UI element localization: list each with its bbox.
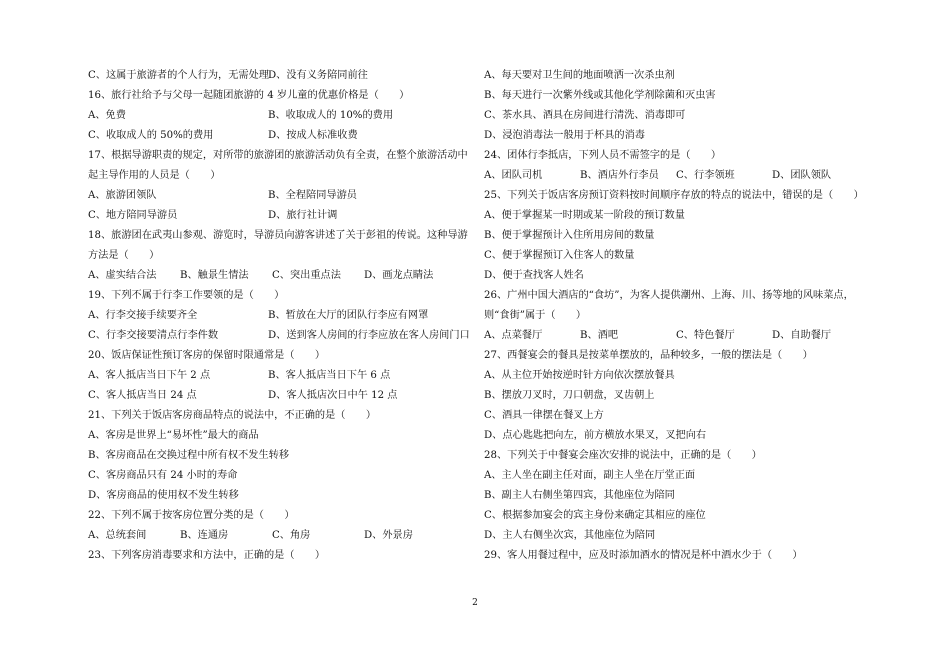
right-column	[484, 66, 874, 566]
left-column	[88, 66, 468, 566]
text-line: D、浸泡消毒法一般用于杯具的消毒	[484, 130, 645, 141]
answer-option: B、酒店外行李员	[580, 170, 659, 181]
answer-option: A、总统套间	[88, 530, 147, 541]
options-line	[88, 126, 468, 146]
answer-option: A、团队司机	[484, 170, 543, 181]
text-line: D、主人右侧坐次宾，其他座位为陪同	[484, 530, 656, 541]
options-line	[88, 206, 468, 226]
answer-option: C、角房	[272, 530, 311, 541]
text-line: C、客房商品只有 24 小时的寿命	[88, 470, 238, 481]
answer-option: A、行李交接手续要齐全	[88, 310, 198, 321]
answer-option: C、地方陪同导游员	[88, 210, 178, 221]
options-line	[88, 186, 468, 206]
options-line	[88, 266, 468, 286]
text-line: A、从主位开始按逆时针方向依次摆放餐具	[484, 370, 675, 381]
answer-option: C、这属于旅游者的个人行为，无需处理	[88, 70, 269, 81]
text-line: B、摆放刀叉时，刀口朝盘，叉齿朝上	[484, 390, 655, 401]
answer-option: D、送到客人房间的行李应放在客人房间门口	[268, 330, 470, 341]
answer-option: D、团队领队	[772, 170, 832, 181]
text-line: B、每天进行一次紫外线或其他化学剂除菌和灭虫害	[484, 90, 716, 101]
text-line: C、便于掌握预订入住客人的数量	[484, 250, 635, 261]
answer-option: C、收取成人的 50%的费用	[88, 130, 214, 141]
text-line: A、主人坐在副主任对面，副主人坐在厅堂正面	[484, 470, 696, 481]
text-line: A、客房是世界上“易坏性”最大的商品	[88, 430, 259, 441]
text-line: 17、根据导游职责的规定，对所带的旅游团的旅游活动负有全责，在整个旅游活动中	[88, 150, 468, 161]
options-line	[88, 386, 468, 406]
answer-option: B、收取成人的 10%的费用	[268, 110, 394, 121]
options-line	[88, 306, 468, 326]
text-line: 25、下列关于饭店客房预订资料按时间顺序存放的特点的说法中，错误的是（ ）	[484, 190, 864, 201]
options-line	[88, 366, 468, 386]
text-line: 起主导作用的人员是（ ）	[88, 170, 221, 181]
answer-option: D、客人抵店次日中午 12 点	[268, 390, 398, 401]
text-line: 则“食街”属于（ ）	[484, 310, 587, 321]
answer-option: C、行李交接要清点行李件数	[88, 330, 219, 341]
text-line: 21、下列关于饭店客房商品特点的说法中，不正确的是（ ）	[88, 410, 377, 421]
answer-option: B、连通房	[180, 530, 229, 541]
text-line: C、根据参加宴会的宾主身份来确定其相应的座位	[484, 510, 706, 521]
text-line: B、副主人右侧坐第四宾，其他座位为陪同	[484, 490, 675, 501]
answer-option: B、客人抵店当日下午 6 点	[268, 370, 391, 381]
answer-option: B、触景生情法	[180, 270, 249, 281]
answer-option: D、没有义务陪同前往	[268, 70, 368, 81]
answer-option: B、全程陪同导游员	[268, 190, 357, 201]
answer-option: C、特色餐厅	[676, 330, 735, 341]
text-line: B、客房商品在交换过程中所有权不发生转移	[88, 450, 290, 461]
answer-option: B、暂放在大厅的团队行李应有网罩	[268, 310, 429, 321]
answer-option: C、行李领班	[676, 170, 735, 181]
options-line	[484, 166, 874, 186]
text-line: 27、西餐宴会的餐具是按菜单摆放的，品种较多，一般的摆法是（ ）	[484, 350, 813, 361]
options-line	[88, 326, 468, 346]
text-line: C、酒具一律摆在餐叉上方	[484, 410, 604, 421]
text-line: 24、团体行李抵店，下列人员不需签字的是（ ）	[484, 150, 722, 161]
options-line	[88, 66, 468, 86]
text-line: 18、旅游团在武夷山参观、游览时，导游员向游客讲述了关于彭祖的传说。这种导游	[88, 230, 468, 241]
options-line	[88, 106, 468, 126]
answer-option: D、画龙点睛法	[364, 270, 434, 281]
answer-option: A、旅游团领队	[88, 190, 157, 201]
answer-option: D、按成人标准收费	[268, 130, 358, 141]
text-line: 29、客人用餐过程中，应及时添加酒水的情况是杯中酒水少于（ ）	[484, 550, 803, 561]
answer-option: A、客人抵店当日下午 2 点	[88, 370, 211, 381]
options-line	[484, 326, 874, 346]
options-line	[88, 526, 468, 546]
text-line: 19、下列不属于行李工作要领的是（ ）	[88, 290, 285, 301]
text-line: 28、下列关于中餐宴会座次安排的说法中，正确的是（ ）	[484, 450, 762, 461]
answer-option: D、外景房	[364, 530, 413, 541]
page-number: 2	[472, 598, 478, 608]
text-line: D、便于查找客人姓名	[484, 270, 584, 281]
answer-option: C、客人抵店当日 24 点	[88, 390, 197, 401]
text-line: C、茶水具、酒具在房间进行清洗、消毒即可	[484, 110, 686, 121]
text-line: A、便于掌握某一时期或某一阶段的预订数量	[484, 210, 685, 221]
text-line: 22、下列不属于按客房位置分类的是（ ）	[88, 510, 295, 521]
text-line: D、客房商品的使用权不发生转移	[88, 490, 239, 501]
text-line: 方法是（ ）	[88, 250, 160, 261]
answer-option: A、虚实结合法	[88, 270, 157, 281]
text-line: 23、下列客房消毒要求和方法中，正确的是（ ）	[88, 550, 326, 561]
text-line: B、便于掌握预计入住所用房间的数量	[484, 230, 655, 241]
answer-option: C、突出重点法	[272, 270, 341, 281]
text-line: 16、旅行社给予与父母一起随团旅游的 4 岁儿童的优惠价格是（ ）	[88, 90, 410, 101]
text-line: 26、广州中国大酒店的“食坊”，为客人提供潮州、上海、川、扬等地的风味菜点，	[484, 290, 854, 301]
text-line: D、点心匙匙把向左，前方横放水果叉，叉把向右	[484, 430, 707, 441]
answer-option: D、旅行社计调	[268, 210, 338, 221]
answer-option: A、点菜餐厅	[484, 330, 543, 341]
answer-option: D、自助餐厅	[772, 330, 832, 341]
text-line: A、每天要对卫生间的地面喷洒一次杀虫剂	[484, 70, 675, 81]
answer-option: A、免费	[88, 110, 126, 121]
text-line: 20、饭店保证性预订客房的保留时限通常是（ ）	[88, 350, 326, 361]
answer-option: B、酒吧	[580, 330, 619, 341]
